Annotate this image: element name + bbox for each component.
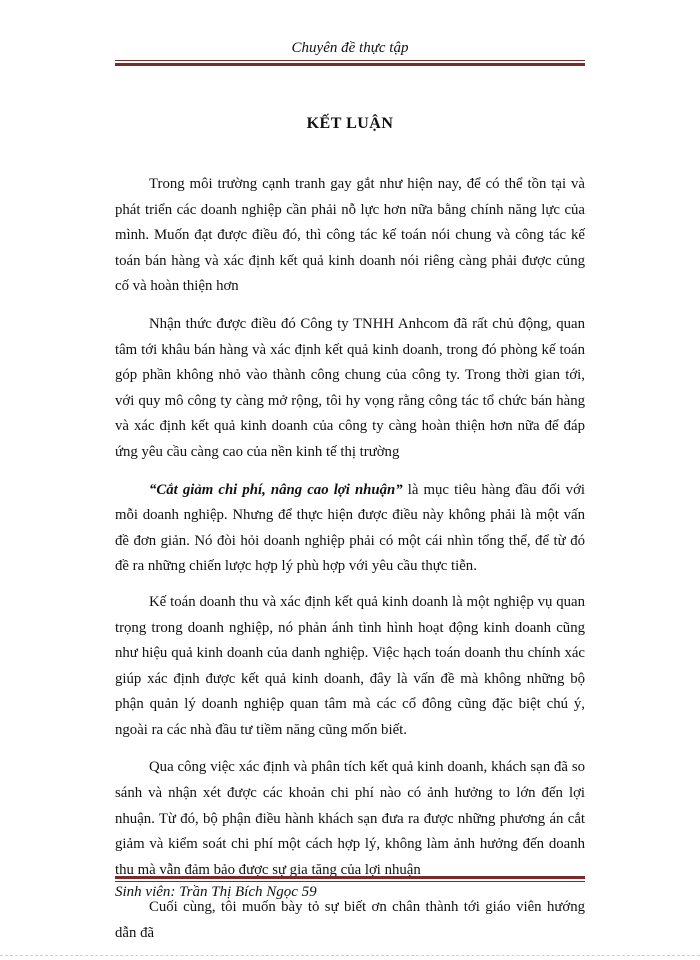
paragraph-3-rest: là mục tiêu hàng đầu đối với mỗi doanh nghiệp. Nhưng để thực hiện được điều này không phải là một vấn đề đơn giản. Nó đòi hỏi doanh nghiệp phải có một cái nhìn tổng thể, để từ đó đề ra những chiến lược hợp lý phù hợp với yêu cầu thực tiễn. [115, 481, 586, 575]
page-title: KẾT LUẬN [306, 115, 394, 132]
header-rule-thick [115, 63, 585, 66]
footer-author: Sinh viên: Trần Thị Bích Ngọc 59 [115, 884, 317, 900]
body-text [115, 172, 585, 947]
paragraph-4: Kế toán doanh thu và xác định kết quả kinh doanh là một nghiệp vụ quan trọng trong doanh nghiệp, nó phản ánh tình hình hoạt động kinh doanh cũng như hiệu quả kinh doanh của danh nghiệp. Việc hạch toán doanh thu chính xác giúp xác định được kết quả kinh doanh, đây là vấn đề mà không những bộ phận quản lý doanh nghiệp quan tâm mà các cổ đông cũng đặc biệt chú ý, ngoài ra các nhà đầu tư tiềm năng cũng mốn biết. [115, 593, 585, 738]
paragraph-5: Qua công việc xác định và phân tích kết quả kinh doanh, khách sạn đã so sánh và nhận xét được các khoản chi phí nào có ảnh hưởng to lớn đến lợi nhuận. Từ đó, bộ phận điều hành khách sạn đưa ra được những phương án cắt giảm và kiểm soát chi phí một cách hợp lý, không làm ảnh hưởng đến doanh thu mà vẫn đảm bảo được sự gia tăng của lợi nhuận [115, 759, 585, 878]
slogan-bold: “Cắt giảm chi phí, nâng cao lợi nhuận” [149, 481, 403, 498]
paragraph-3 [115, 478, 585, 580]
paragraph-1: Trong môi trường cạnh tranh gay gắt như hiện nay, để có thể tồn tại và phát triển các doanh nghiệp cần phải nỗ lực hơn nữa bằng chính năng lực của mình. Muốn đạt được điều đó, thì công tác kế toán nói chung và công tác kế toán bán hàng và xác định kết quả kinh doanh nói riêng càng phải được củng cố và hoàn thiện hơn [115, 176, 585, 295]
page-edge [0, 955, 700, 956]
header-rule-thin [115, 60, 585, 61]
paragraph-6: Cuối cùng, tôi muốn bày tỏ sự biết ơn chân thành tới giáo viên hướng dẫn đã [115, 899, 585, 942]
paragraph-2: Nhận thức được điều đó Công ty TNHH Anhcom đã rất chủ động, quan tâm tới khâu bán hàng và xác định kết quả kinh doanh, trong đó phòng kế toán góp phần không nhỏ vào thành công chung của công ty. Trong thời gian tới, với quy mô công ty càng mở rộng, tôi hy vọng rằng công tác tổ chức bán hàng và xác định kết quả kinh doanh của công ty càng hoàn thiện hơn nữa để đáp ứng yêu cầu càng cao của nền kinh tế thị trường [115, 315, 585, 460]
footer-rule-thick [115, 876, 585, 879]
running-header: Chuyên đề thực tập [291, 40, 409, 56]
footer-rule-thin [115, 881, 585, 882]
